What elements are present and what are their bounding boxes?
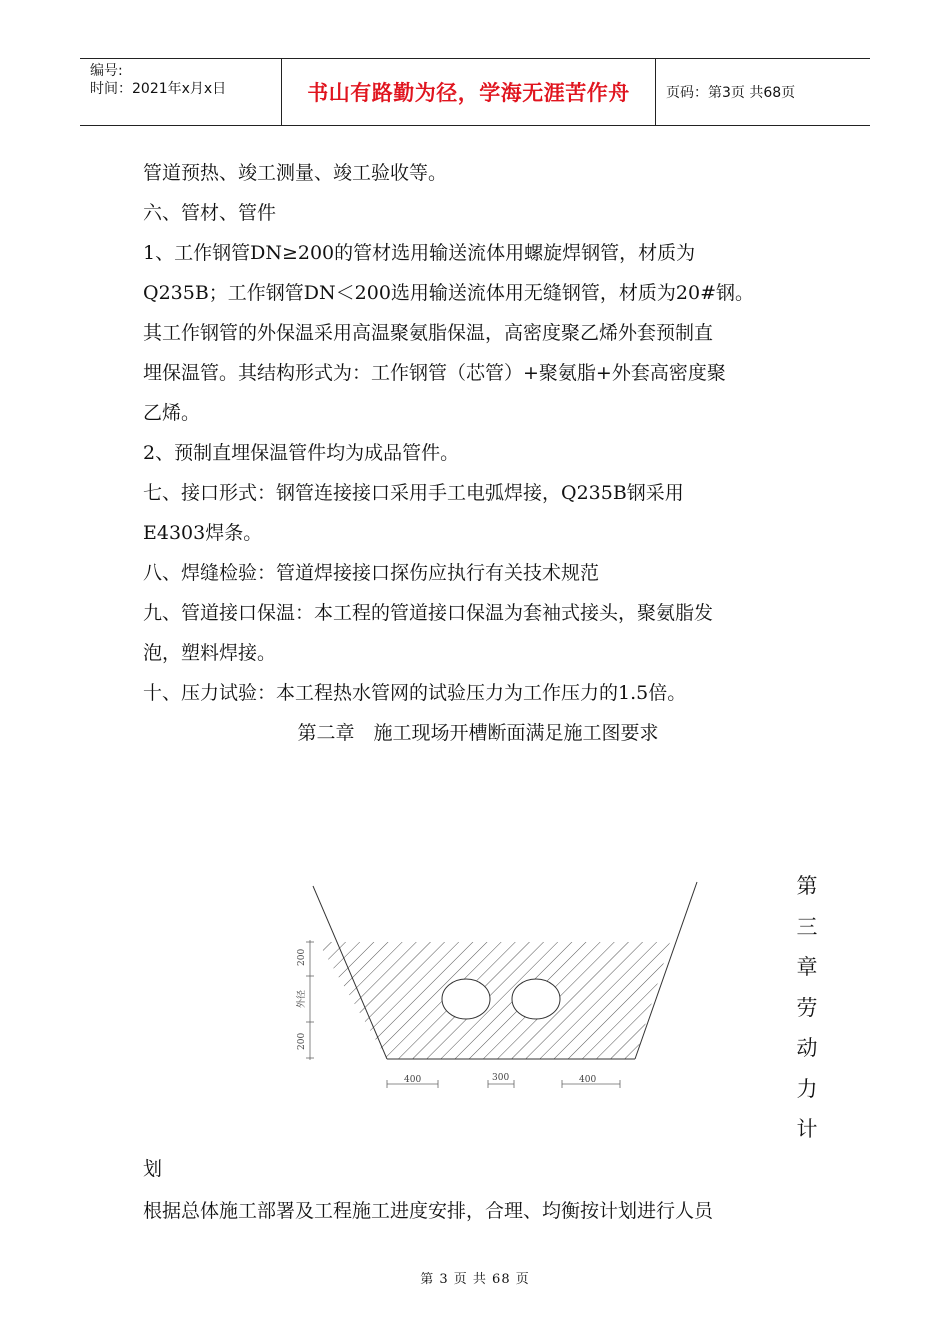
- time-label: 时间：2021年x月x日: [90, 81, 227, 97]
- chapter-three-vertical-title: [793, 866, 821, 1150]
- backfill-hatch: [290, 942, 710, 1062]
- section-heading-ten: 十、压力试验：本工程热水管网的试验压力为工作压力的1.5倍。: [143, 682, 687, 704]
- header-motto: 书山有路勤为径，学海无涯苦作舟: [281, 59, 656, 125]
- paragraph-line: 管道预热、竣工测量、竣工验收等。: [143, 162, 448, 184]
- chapter-three-char: 计: [796, 1117, 818, 1141]
- chapter-three-char: 章: [796, 955, 818, 979]
- chapter-three-char: 动: [796, 1036, 818, 1060]
- vertical-dimension-line: [306, 940, 314, 1060]
- dim-top-label: 200: [297, 948, 307, 966]
- paragraph-line: 1、工作钢管DN≥200的管材选用输送流体用螺旋焊钢管，材质为: [143, 242, 696, 264]
- dim-left-label: 400: [404, 1075, 422, 1085]
- paragraph-line: 根据总体施工部署及工程施工进度安排，合理、均衡按计划进行人员: [143, 1200, 714, 1222]
- document-body: [143, 153, 823, 753]
- chapter-three-char: 力: [796, 1076, 818, 1101]
- trench-drawing: [290, 870, 710, 1100]
- page-footer: 第 3 页 共 68 页: [420, 1272, 530, 1287]
- page-header: [80, 58, 870, 126]
- chapter-three-body: [143, 1148, 823, 1232]
- dim-bottom-label: 200: [297, 1032, 307, 1050]
- paragraph-line: 泡，塑料焊接。: [143, 642, 277, 664]
- chapter-two-title: 第二章 施工现场开槽断面满足施工图要求: [297, 722, 659, 744]
- paragraph-line: E4303焊条。: [143, 522, 263, 544]
- number-label: 编号:: [90, 63, 123, 79]
- dim-right-label: 400: [579, 1075, 597, 1085]
- paragraph-line: 埋保温管。其结构形式为：工作钢管（芯管）+聚氨脂+外套高密度聚: [143, 362, 726, 384]
- chapter-three-char: 第: [796, 874, 818, 898]
- paragraph-line: Q235B；工作钢管DN＜200选用输送流体用无缝钢管，材质为20#钢。: [143, 282, 755, 304]
- section-heading-seven: 七、接口形式：钢管连接接口采用手工电弧焊接，Q235B钢采用: [143, 482, 684, 504]
- paragraph-line: 乙烯。: [143, 402, 201, 424]
- header-meta: [80, 59, 281, 125]
- dim-center-label: 300: [492, 1073, 510, 1083]
- section-heading-eight: 八、焊缝检验：管道焊接接口探伤应执行有关技术规范: [143, 562, 600, 584]
- chapter-three-char: 劳: [796, 995, 818, 1020]
- trench-section-diagram: [290, 870, 710, 1104]
- chapter-three-char: 三: [796, 914, 818, 939]
- section-heading-nine: 九、管道接口保温：本工程的管道接口保温为套袖式接头，聚氨脂发: [143, 602, 714, 624]
- header-page-info: 页码：第3页 共68页: [666, 85, 796, 101]
- section-heading-six: 六、管材、管件: [143, 202, 277, 224]
- paragraph-line: 其工作钢管的外保温采用高温聚氨脂保温，高密度聚乙烯外套预制直: [143, 322, 714, 344]
- paragraph-line: 2、预制直埋保温管件均为成品管件。: [143, 442, 460, 464]
- chapter-three-tail: 划: [143, 1158, 163, 1180]
- dim-mid-label: 外径: [297, 989, 307, 1008]
